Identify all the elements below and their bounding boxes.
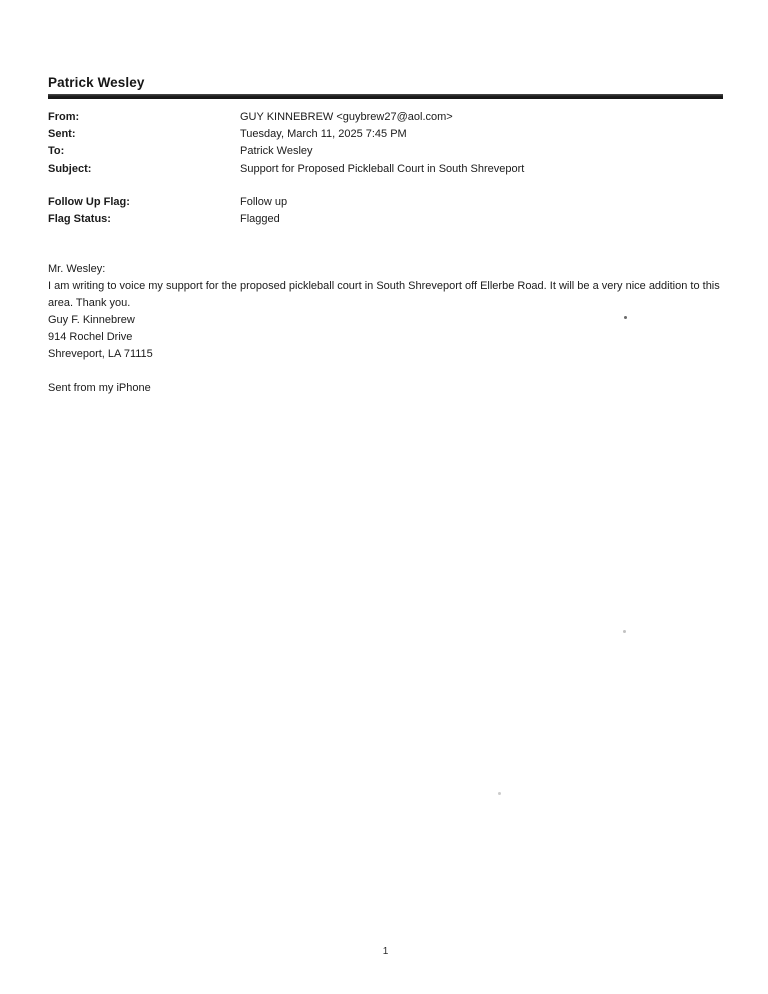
meta-row-to (48, 145, 723, 162)
sent-label: Sent: (48, 128, 76, 141)
to-value: Patrick Wesley (240, 145, 313, 158)
email-meta-block (48, 111, 723, 180)
sent-value: Tuesday, March 11, 2025 7:45 PM (240, 128, 407, 141)
flag-status-label: Flag Status: (48, 213, 111, 226)
from-label: From: (48, 111, 80, 123)
body-salutation: Mr. Wesley: (48, 263, 106, 275)
from-value: GUY KINNEBREW <guybrew27@aol.com> (240, 111, 453, 123)
email-body (48, 261, 720, 397)
meta-row-followup-flag (48, 196, 723, 213)
meta-row-flag-status (48, 213, 723, 230)
subject-label: Subject: (48, 162, 92, 175)
subject-value: Support for Proposed Pickleball Court in South Shreveport (240, 162, 525, 175)
signature-city: Shreveport, LA 71115 (48, 348, 153, 360)
scan-artifact-dot (498, 792, 501, 795)
flag-status-value: Flagged (240, 213, 280, 226)
page-number: 1 (382, 946, 389, 957)
body-blank-line (48, 363, 720, 380)
body-paragraph: I am writing to voice my support for the proposed pickleball court in South Shreveport off Ellerbe Road. It will be a very nice addition to this area. Thank you. (48, 280, 720, 309)
followup-flag-value: Follow up (240, 196, 288, 208)
sent-from-line: Sent from my iPhone (48, 382, 151, 394)
email-flag-block (48, 196, 723, 230)
followup-flag-label: Follow Up Flag: (48, 196, 130, 208)
to-label: To: (48, 145, 65, 158)
recipient-header-name: Patrick Wesley (48, 75, 145, 90)
scan-artifact-dot (623, 630, 626, 633)
meta-row-subject (48, 163, 723, 180)
meta-row-from (48, 111, 723, 128)
signature-name: Guy F. Kinnebrew (48, 314, 135, 326)
header-divider-rule (48, 94, 723, 99)
scan-artifact-dot (624, 316, 627, 319)
signature-street: 914 Rochel Drive (48, 331, 133, 343)
meta-row-sent (48, 128, 723, 145)
